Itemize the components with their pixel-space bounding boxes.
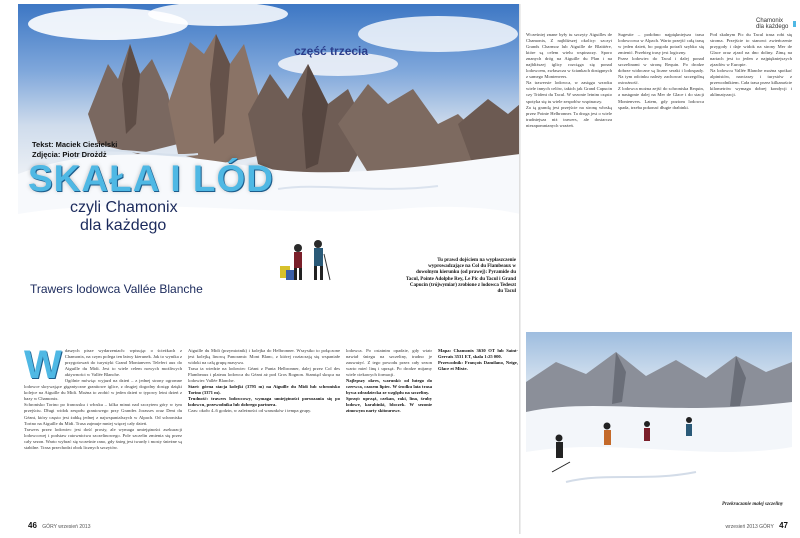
folio-text: GÓRY wrzesień 2013 (42, 524, 91, 530)
paragraph: Na trawersie lodowca, w zasięgu wzroku wiele innych celów, takich jak Grand Capucin czy Trident du Tacul. W sezonie letnim często spotyka się tu wiele zespołów wspinaczy. (526, 80, 612, 104)
info-gear: Sprzęt: uprząż, czekan, raki, lina, śruby lodowe, karabinki, bloczek. W sezonie zimowym narty skitourowe. (346, 396, 432, 414)
left-page (18, 4, 520, 534)
article-title: SKAŁA I LÓD (28, 158, 275, 199)
paragraph: Aiguille du Midi (przymiotnik) i kolejka do Helbronner. Wszystko to połączone jest kolejką linową Panoramic Mont Blanc, z której roztaczają się wspaniałe widoki na całą grupę masywu. (188, 348, 340, 366)
author-credits (32, 140, 117, 160)
paragraph: Wcześniej znane były tu szczyty Aiguilles de Chamonix, Z najbliższej okolicy: szczyt Grands Charmoz lub Aiguille de Blaitière, które są celem wielu wspinaczy. Sporo znanych dróg na Aiguille du Plan i na najbliższej iglicy rozciąga się ponad lodowcem, zwłaszcza w ściankach dostępnych z samego Montenvers. (526, 32, 612, 80)
photographer-credit: Zdjęcia: Piotr Drożdż (32, 150, 107, 159)
paragraph: Trawers przez lodowiec jest dość prosty, ale wymaga umiejętności asekuracji lodowcowej i podstaw ratownictwa szczelinowego. Pole szczelin zmienia się przez cały sezon. Warto wybrać się wcześnie rano, gdy śnieg jest twardy i mosty śnieżne są stabilne. Trasa przechodzi obok licznych szczytów. (24, 426, 182, 450)
info-start: Start: górna stacja kolejki (3795 m) na Aiguille du Midi lub schronisko Torino (3371 m). (188, 384, 340, 396)
skier-figure (644, 421, 650, 441)
running-header (756, 18, 796, 30)
glacier-photo (526, 332, 792, 520)
subtitle-line: dla każdego (80, 217, 167, 234)
paragraph: Ogólnie mówiąc wyjazd na dzień – z jednej strony ogromne lodowce skrywające gigantyczne granitowe iglice, z drugiej dogodny dostęp dzięki kolejce na Aiguille du Midi. Można to zrobić w jeden dzień w typowy letni dzień z bazy w Chamonix. (24, 378, 182, 402)
skier-figure (604, 423, 612, 446)
folio-text: wrzesień 2013 GÓRY (725, 524, 774, 530)
paragraph: Na lodowcu Vallée Blanche można spotkać alpinistów, narciarzy i turystów z przewodnikiem. Cała trasa przez kilkanaście kilometrów wymaga dobrej kondycji i aklimatyzacji. (710, 68, 792, 98)
page-number: 47 (779, 521, 788, 530)
text-column (188, 348, 340, 526)
info-map: Mapa: Chamonix 3630 OT lub Saint-Gervais 3531 ET, skala 1:25 000. (438, 348, 518, 360)
gutter (519, 4, 521, 534)
page-number: 46 (28, 521, 37, 530)
photo-caption: Przekraczanie małej szczeliny (722, 502, 784, 507)
paragraph: Z lodowca można zejść do schroniska Requin, a następnie dalej na Mer de Glace i do stacji Montenvers. Latem, gdy poziom lodowca spada, trzeba pokonać długie drabinki. (618, 86, 704, 110)
folio-left (24, 521, 90, 530)
paragraph: Za tą grandą jest przejście na stronę włoską przez Pointe Helbronner. Ta droga jest o wiele trudniejsza niż trawers, ale dostarcza niezapomnianych wrażeń. (526, 104, 612, 128)
section-label: część trzecia (294, 44, 369, 58)
text-column (24, 348, 182, 526)
header-square-icon (793, 21, 796, 27)
paragraph: Trasa ta wiedzie na lodowiec Géant z Punta Helbronner, dalej przez Col des Flambeaux i plateau lodowca du Géant aż pod Gros Rognon. Stamtąd skręca na lodowiec Vallée Blanche. (188, 366, 340, 384)
info-guidebook: Przewodnik: François Damilano, Neige, Glace et Mixte. (438, 360, 518, 372)
article-subtitle (70, 199, 178, 235)
info-box (438, 348, 518, 526)
glacier-illustration (526, 332, 792, 520)
paragraph: daszych pisze wydarzeniach: wpisując o ścieżkach z Chamonix, na czym polega ten łatwy kierunek. Jak to wynika z przygotowań do turystyki Grand Montanvers Teleferi aux do Aiguille du Midi. Jest to wiele celem nowych możliwych aktywności w Vallée Blanche. (64, 348, 182, 378)
photo-caption: Tu prawd dojściem na wypłaszczenie wyprowadzające na Col du Flambeaux w dowolnym kierunku (od prawej): Pyramide du Tacul, Pointe Adolphe Rey, Le Pic du Tacul i Grand Capucin (trójwymiar) zrobione z lodowca Tedeszt du Tacul (406, 258, 516, 295)
hero-photo (18, 4, 520, 308)
paragraph: lodowca. Po ostatnim opadzie, gdy wiatr nawiał śniegu na szczeliny, trudno je zauważyć. Z tego powodu przez cały sezon warto mieć linę i uprząż. Po drodze mijamy wiele ciekawych formacji. (346, 348, 432, 378)
route-name: Trawers lodowca Vallée Blanche (30, 282, 203, 296)
paragraph: Pod skalnym Pic du Tacul trasa robi się stroma. Przejście to stanowi zwieńczenie przygody i daje widok na strony Mer de Glace oraz zjazd na dno doliny. Zimą na nartach jest to jeden z najpiękniejszych zjazdów w Europie. (710, 32, 792, 68)
info-time: Czas: około 4–6 godzin, w zależności od warunków i tempa grupy. (188, 408, 312, 414)
text-column (710, 32, 792, 328)
text-column (526, 32, 612, 328)
subtitle-line: czyli Chamonix (70, 199, 178, 216)
folio-right (726, 521, 792, 530)
paragraph: Przez lodowiec do Tacul i dalej ponad szczelinami w stronę Requin. Po drodze dobrze widoczne są liczne seraki i lodospady. Na tym odcinku należy zachować szczególną ostrożność. (618, 56, 704, 86)
text-column (618, 32, 704, 328)
author-credit: Tekst: Maciek Ciesielski (32, 140, 118, 149)
drop-cap: W (24, 348, 62, 387)
info-season: Najlepszy okres, warunki: od lutego do czerwca, czasem lipiec. W środku lata trasa bywa zdradziecka ze względu na szczeliny. (346, 378, 432, 396)
paragraph: Schronisko Torino po francusku i włosku – kilka minut nad szczytem góry w tym przejściu. Długi widok zespołu graniowego przy Grandes Jorasses oraz Dent du Géant, który często jest żabką jednej z najwspanialszych w Alpach. Od schroniska Torino na Aiguille du Midi. Trasa zajmuje mniej więcej cały dzień. (24, 402, 182, 426)
header-text: Chamonix dla każdego (756, 18, 789, 30)
text-column (346, 348, 432, 526)
right-page (522, 4, 796, 534)
skier-figure (686, 417, 692, 436)
paragraph: Sugestie – podobno najpiękniejsza trasa lodowcowa w Alpach. Warto przejść całą trasę w jeden dzień, bo pogoda potrafi szybko się zmienić. Przebieg trasy jest logiczny. (618, 32, 704, 56)
info-difficulty: Trudność: trawers lodowcowy, wymaga umiejętności poruszania się po lodowcu, przewodnika lub dobrego partnera. (188, 396, 340, 408)
